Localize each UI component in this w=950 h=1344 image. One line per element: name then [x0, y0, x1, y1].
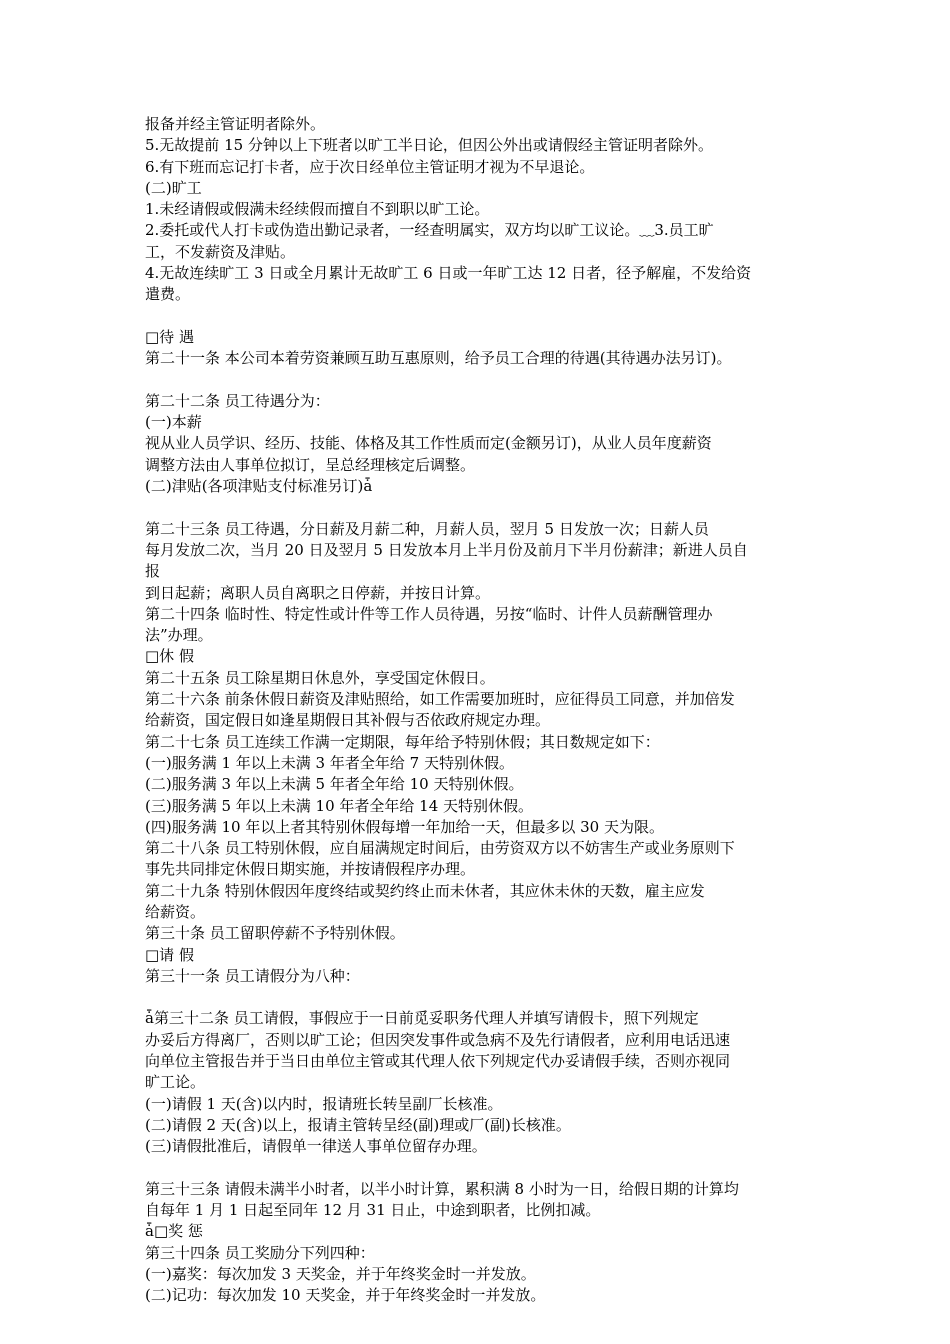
blank-line — [145, 306, 810, 327]
text-line: (一)嘉奖：每次加发 3 天奖金，并于年终奖金时一并发放。 — [145, 1265, 536, 1284]
text-line: 4.无故连续旷工 3 日或全月累计无故旷工 6 日或一年旷工达 12 日者，径予解雇，不发给资 — [145, 264, 752, 283]
text-line: 第二十八条 员工特别休假，应自届满规定时间后，由劳资双方以不妨害生产或业务原则下 — [145, 839, 735, 858]
text-line: 法”办理。 — [145, 626, 213, 645]
text-line: 1.未经请假或假满未经续假而擅自不到职以旷工论。 — [145, 200, 490, 219]
blank-line — [145, 370, 810, 391]
text-line: (二)服务满 3 年以上未满 5 年者全年给 10 天特别休假。 — [145, 775, 524, 794]
text-line: 每月发放二次，当月 20 日及翌月 5 日发放本月上半月份及前月下半月份薪津；新进人员自 — [145, 540, 748, 559]
text-line: 第二十四条 临时性、特定性或计件等工作人员待遇，另按“临时、计件人员薪酬管理办 — [145, 604, 713, 623]
blank-line — [145, 1158, 810, 1179]
text-line: (二)旷工 — [145, 178, 202, 197]
text-line: (三)请假批准后，请假单一律送人事单位留存办理。 — [145, 1137, 487, 1156]
text-line: 第三十条 员工留职停薪不予特别休假。 — [145, 924, 405, 943]
blank-line — [145, 987, 810, 1008]
text-line: 旷工论。 — [145, 1073, 206, 1092]
text-line: 事先共同排定休假日期实施，并按请假程序办理。 — [145, 860, 476, 879]
text-line: 第二十三条 员工待遇，分日薪及月薪二种，月薪人员，翌月 5 日发放一次；日薪人员 — [145, 519, 709, 538]
blank-line — [145, 497, 810, 518]
text-line: 调整方法由人事单位拟订，呈总经理核定后调整。 — [145, 455, 476, 474]
text-line: 第二十六条 前条休假日薪资及津贴照给，如工作需要加班时，应征得员工同意，并加倍发 — [145, 690, 735, 709]
text-line: 自每年 1 月 1 日起至同年 12 月 31 日止，中途到职者，比例扣减。 — [145, 1201, 601, 1220]
text-line: 报备并经主管证明者除外。 — [145, 115, 326, 133]
text-line: 第二十七条 员工连续工作满一定期限，每年给予特别休假；其日数规定如下： — [145, 732, 660, 751]
text-line: (四)服务满 10 年以上者其特别休假每增一年加给一天，但最多以 30 天为限。 — [145, 817, 664, 836]
text-line: 工，不发薪资及津贴。 — [145, 242, 296, 261]
text-line: 给薪资。 — [145, 902, 206, 921]
text-line: 2.委托或代人打卡或伪造出勤记录者，一经查明属实，双方均以旷工议论。﹏3.员工旷 — [145, 221, 714, 240]
text-line: □请 假 — [145, 945, 194, 964]
text-line: 第三十三条 请假未满半小时者，以半小时计算，累积满 8 小时为一日，给假日期的计算均 — [145, 1179, 739, 1198]
text-line: □待 遇 — [145, 327, 194, 346]
text-line: (二)请假 2 天(含)以上，报请主管转呈经(副)理或厂(副)长核准。 — [145, 1115, 571, 1134]
text-line: 办妥后方得离厂，否则以旷工论；但因突发事件或急病不及先行请假者，应利用电话迅速 — [145, 1030, 731, 1049]
text-line: 到日起薪；离职人员自离职之日停薪，并按日计算。 — [145, 583, 491, 602]
text-line: ǡ□奖 惩 — [145, 1222, 203, 1241]
text-line: (二)记功：每次加发 10 天奖金，并于年终奖金时一并发放。 — [145, 1286, 546, 1305]
text-line: 向单位主管报告并于当日由单位主管或其代理人依下列规定代办妥请假手续，否则亦视同 — [145, 1052, 731, 1071]
text-line: 第二十一条 本公司本着劳资兼顾互助互惠原则，给予员工合理的待遇(其待遇办法另订)。 — [145, 349, 732, 368]
text-line: (三)服务满 5 年以上未满 10 年者全年给 14 天特别休假。 — [145, 796, 534, 815]
text-line: (一)服务满 1 年以上未满 3 年者全年给 7 天特别休假。 — [145, 753, 514, 772]
text-line: 第二十五条 员工除星期日休息外，享受国定休假日。 — [145, 668, 495, 687]
text-line: 第三十一条 员工请假分为八种： — [145, 966, 360, 985]
text-line: 视从业人员学识、经历、技能、体格及其工作性质而定(金额另订)，从业人员年度薪资 — [145, 434, 712, 453]
document-page — [145, 114, 810, 1307]
text-line: ǡ第三十二条 员工请假，事假应于一日前觅妥职务代理人并填写请假卡，照下列规定 — [145, 1009, 699, 1028]
text-line: 给薪资，国定假日如逢星期假日其补假与否依政府规定办理。 — [145, 711, 551, 730]
text-line: 第二十九条 特别休假因年度终结或契约终止而未休者，其应休未休的天数，雇主应发 — [145, 881, 705, 900]
text-line: □休 假 — [145, 647, 194, 666]
text-line: (一)本薪 — [145, 413, 202, 432]
text-line: 6.有下班而忘记打卡者，应于次日经单位主管证明才视为不早退论。 — [145, 157, 595, 176]
text-line: 报 — [145, 562, 161, 581]
text-line: 遣费。 — [145, 285, 191, 304]
text-line: 第二十二条 员工待遇分为： — [145, 391, 330, 410]
text-line: (二)津贴(各项津贴支付标准另订)ǡ — [145, 477, 373, 496]
text-line: (一)请假 1 天(含)以内时，报请班长转呈副厂长核准。 — [145, 1094, 503, 1113]
text-line: 5.无故提前 15 分钟以上下班者以旷工半日论，但因公外出或请假经主管证明者除外。 — [145, 136, 713, 155]
text-line: 第三十四条 员工奖励分下列四种： — [145, 1243, 375, 1262]
